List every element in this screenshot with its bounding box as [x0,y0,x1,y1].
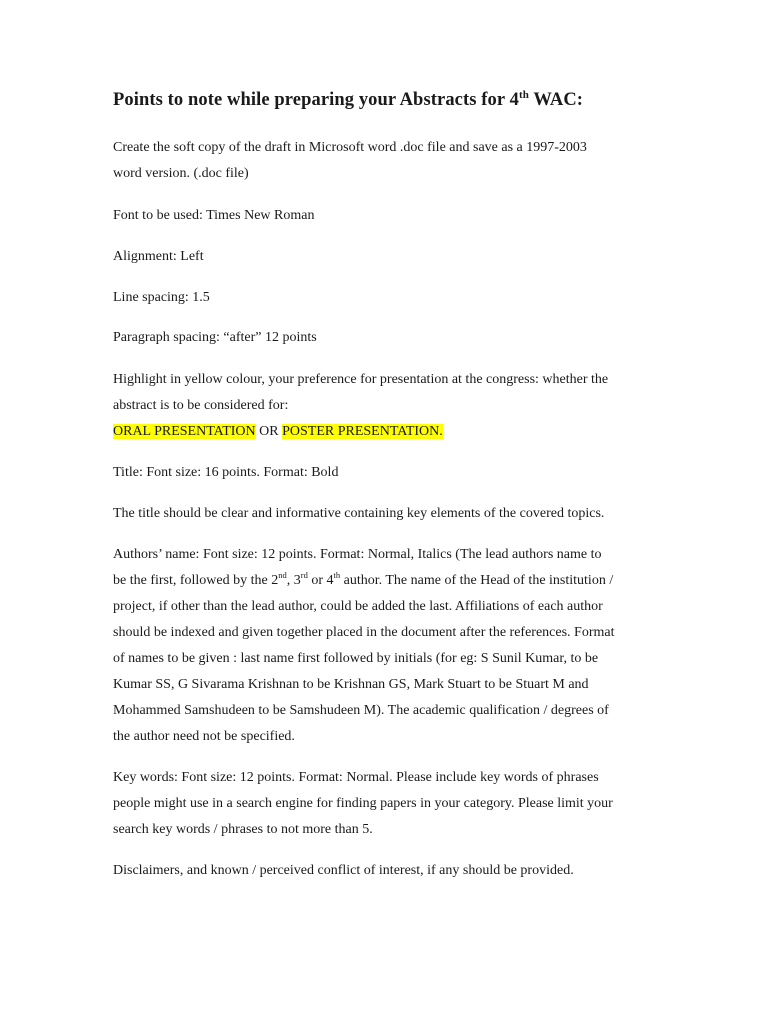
title-clear-paragraph [113,501,604,527]
title-format-paragraph [113,460,338,486]
font-line: Font to be used: Times New Roman [113,208,315,223]
authors-line-6: Kumar SS, G Sivarama Krishnan to be Krishnan GS, Mark Stuart to be Stuart M and [113,677,589,692]
highlight-line-2: abstract is to be considered for: [113,398,289,413]
oral-presentation-option: ORAL PRESENTATION [113,424,256,439]
disclaimers-paragraph [113,858,574,884]
font-paragraph [113,203,314,229]
or-word: OR [255,424,283,439]
keywords-line-3: search key words / phrases to not more than 5. [113,822,373,837]
presentation-options [113,419,608,445]
authors-line-1: Authors’ name: Font size: 12 points. Format: Normal, Italics (The lead authors name to [113,547,602,562]
authors-line-4: should be indexed and given together placed in the document after the references. Format [113,625,615,640]
paragraph-spacing-line: Paragraph spacing: “after” 12 points [113,330,317,345]
authors-line-5: of names to be given : last name first followed by initials (for eg: S Sunil Kumar, to be [113,651,599,666]
title-clear-line: The title should be clear and informative containing key elements of the covered topics. [113,506,605,521]
create-line-1: Create the soft copy of the draft in Microsoft word .doc file and save as a 1997-2003 [113,140,587,155]
highlight-line-1: Highlight in yellow colour, your preference for presentation at the congress: whether the [113,372,609,387]
keywords-line-2: people might use in a search engine for finding papers in your category. Please limit your [113,796,613,811]
highlight-paragraph [113,367,608,445]
authors-paragraph [113,542,614,750]
paragraph-spacing-paragraph [113,325,317,351]
title-format-line: Title: Font size: 16 points. Format: Bold [113,465,339,480]
authors-line-2: be the first, followed by the 2nd, 3rd or 4th author. The name of the Head of the institution / [113,570,614,588]
document-title [113,90,583,111]
title-text: Points to note while preparing your Abstracts for 4 [113,90,519,110]
title-superscript: th [518,88,529,101]
keywords-paragraph [113,765,613,843]
authors-line-3: project, if other than the lead author, could be added the last. Affiliations of each author [113,599,603,614]
authors-line-8: the author need not be specified. [113,729,295,744]
create-paragraph [113,135,587,187]
line-spacing-paragraph [113,285,210,311]
authors-line-7: Mohammed Samshudeen to be Samshudeen M). The academic qualification / degrees of [113,703,609,718]
create-line-2: word version. (.doc file) [113,166,249,181]
alignment-line: Alignment: Left [113,249,204,264]
alignment-paragraph [113,244,204,270]
title-suffix: WAC: [528,90,584,110]
disclaimers-line: Disclaimers, and known / perceived conflict of interest, if any should be provided. [113,863,574,878]
line-spacing-line: Line spacing: 1.5 [113,290,210,305]
keywords-line-1: Key words: Font size: 12 points. Format: Normal. Please include key words of phrases [113,770,599,785]
poster-presentation-option: POSTER PRESENTATION. [282,424,443,439]
